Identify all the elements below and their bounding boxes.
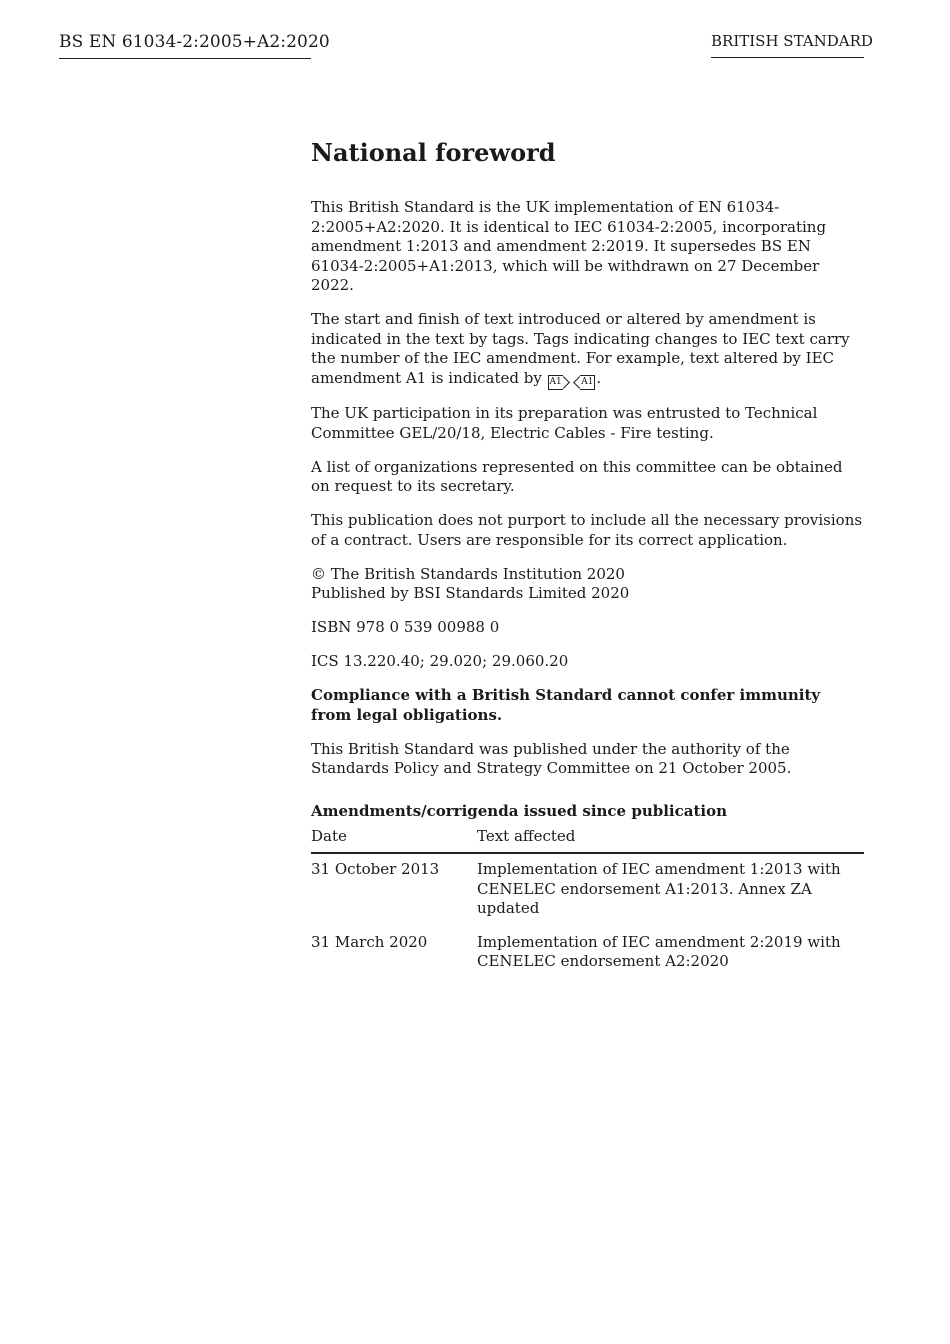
amendment-date: 31 March 2020	[311, 932, 428, 951]
amendment-open-tag-icon: A1	[548, 375, 563, 390]
amendment-tags-paragraph	[311, 310, 864, 390]
amendment-tags-end: .	[596, 368, 602, 387]
isbn: ISBN 978 0 539 00988 0	[311, 618, 500, 636]
copyright-line: © The British Standards Institution 2020	[311, 564, 625, 583]
table-header-row	[311, 827, 864, 854]
amendment-tags-text: The start and finish of text introduced or altered by amendment is indicated in the text by tags. Tags indicating changes to IEC text carry the number of the IEC amendment. For example, text altered by IEC amendment A1 is indicated by	[311, 310, 850, 387]
amendment-close-tag-icon: A1	[580, 375, 595, 390]
amendments-table	[311, 827, 864, 980]
organizations-paragraph: A list of organizations represented on this committee can be obtained on request to its secretary.	[311, 457, 843, 495]
standard-series-label: BRITISH STANDARD	[711, 29, 864, 58]
ics-codes: ICS 13.220.40; 29.020; 29.060.20	[311, 652, 569, 670]
column-header-text-affected: Text affected	[477, 827, 864, 854]
document-number: BS EN 61034-2:2005+A2:2020	[59, 29, 311, 59]
authority-paragraph: This British Standard was published under the authority of the Standards Policy and Strategy Committee on 21 October 2005.	[311, 739, 792, 777]
amendments-table-title: Amendments/corrigenda issued since publication	[311, 801, 727, 820]
amendment-date: 31 October 2013	[311, 860, 440, 878]
amendment-text: Implementation of IEC amendment 2:2019 with CENELEC endorsement A2:2020	[477, 932, 841, 970]
amendment-text: Implementation of IEC amendment 1:2013 with CENELEC endorsement A1:2013. Annex ZA updated	[477, 860, 841, 917]
table-row	[311, 927, 864, 980]
provisions-paragraph: This publication does not purport to include all the necessary provisions of a contract. Users are responsible for its correct application.	[311, 511, 863, 549]
implementation-paragraph: This British Standard is the UK implementation of EN 61034-2:2005+A2:2020. It is identical to IEC 61034-2:2005, incorporating amendment 1:2013 and amendment 2:2019. It supersedes BS EN 61034-2:2005+A1:2013, which will be withdrawn on 27 December 2022.	[311, 198, 827, 294]
column-header-date: Date	[311, 827, 477, 854]
page-title: National foreword	[311, 138, 556, 167]
compliance-notice: Compliance with a British Standard cannot confer immunity from legal obligations.	[311, 686, 821, 724]
publisher-line: Published by BSI Standards Limited 2020	[311, 584, 630, 602]
committee-paragraph: The UK participation in its preparation was entrusted to Technical Committee GEL/20/18, Electric Cables - Fire testing.	[311, 404, 818, 442]
copyright-block	[311, 565, 864, 604]
national-foreword-section	[311, 136, 864, 980]
table-row	[311, 853, 864, 927]
